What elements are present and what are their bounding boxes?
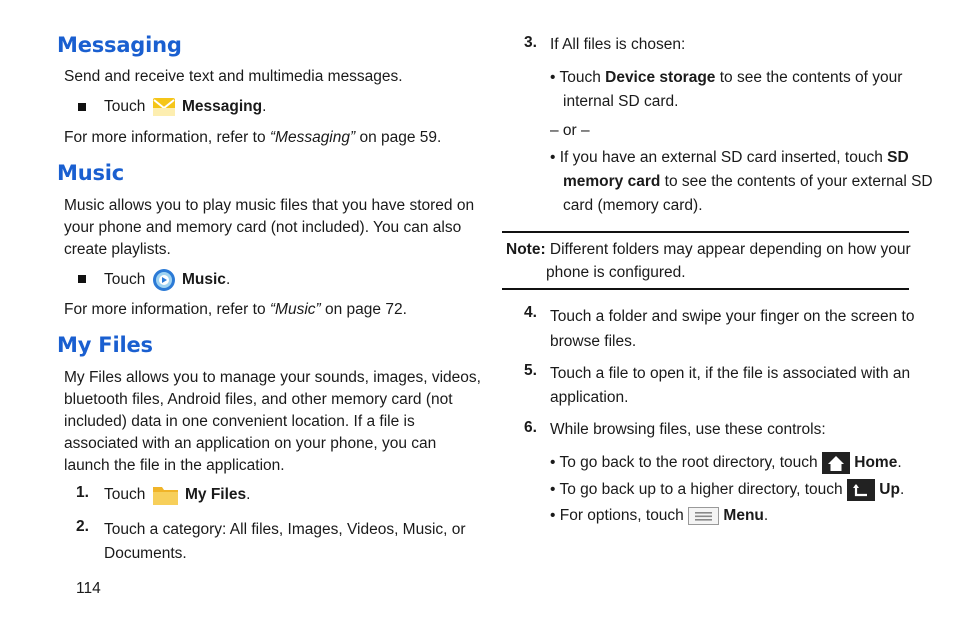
step-number: 6. <box>524 419 537 436</box>
messaging-heading: Messaging <box>57 33 182 57</box>
myfiles-app-label: My Files <box>185 486 247 504</box>
myfiles-description: My Files allows you to manage your sounds, images, videos, bluetooth files, Android files, and other memory card (not included) data in one convenient location. If a file is associated with an application on your phone, you can launch the file in the application. <box>64 369 481 474</box>
music-app-label: Music <box>182 271 226 289</box>
menu-icon <box>688 507 719 525</box>
home-icon <box>822 452 850 474</box>
step6-text: While browsing files, use these controls: <box>550 421 826 438</box>
music-icon <box>152 268 176 292</box>
note-label: Note: <box>506 241 546 258</box>
step5-text: Touch a file to open it, if the file is associated with an application. <box>550 365 911 406</box>
control-menu: • For options, touch Menu. <box>550 507 769 524</box>
control-home: • To go back to the root directory, touch Home. <box>550 451 902 475</box>
step-number: 1. <box>76 484 89 501</box>
bullet-square <box>78 103 86 111</box>
myfiles-step1: Touch My Files. <box>104 484 250 506</box>
step-number: 4. <box>524 304 537 321</box>
music-reference: For more information, refer to “Music” on page 72. <box>64 301 407 318</box>
touch-text: Touch <box>104 98 146 116</box>
music-description: Music allows you to play music files that you have stored on your phone and memory card (not included). You can also create playlists. <box>64 197 475 258</box>
step4-text: Touch a folder and swipe your finger on the screen to browse files. <box>550 308 915 350</box>
messaging-icon <box>152 96 176 118</box>
messaging-touch-line: Touch Messaging. <box>104 96 266 118</box>
control-up: • To go back up to a higher directory, touch Up. <box>550 478 904 502</box>
music-heading: Music <box>57 161 124 185</box>
messaging-app-label: Messaging <box>182 98 263 116</box>
music-touch-line: Touch Music. <box>104 268 230 292</box>
note-box: Note: Different folders may appear depending on how your phone is configured. <box>506 241 911 281</box>
myfiles-heading: My Files <box>57 333 153 357</box>
page-number: 114 <box>76 580 101 597</box>
messaging-reference: For more information, refer to “Messaging” on page 59. <box>64 129 442 146</box>
music-ref-link[interactable]: “Music” <box>269 301 321 318</box>
folder-icon <box>152 484 179 506</box>
bullet-device-storage: • Touch Device storage to see the contents of your internal SD card. <box>550 69 903 110</box>
bullet-square <box>78 275 86 283</box>
step-number: 3. <box>524 34 537 51</box>
messaging-ref-link[interactable]: “Messaging” <box>269 129 356 146</box>
or-separator: – or – <box>550 122 590 139</box>
up-arrow-icon <box>847 479 875 501</box>
messaging-description: Send and receive text and multimedia messages. <box>64 68 403 85</box>
step-number: 2. <box>76 518 89 535</box>
step3-text: If All files is chosen: <box>550 36 686 53</box>
note-top-rule <box>502 231 909 233</box>
step-number: 5. <box>524 362 537 379</box>
myfiles-step2: Touch a category: All files, Images, Videos, Music, or Documents. <box>104 521 466 562</box>
note-bottom-rule <box>502 288 909 290</box>
bullet-sd-card: • If you have an external SD card inserted, touch SD memory card to see the contents of your external SD card (memory card). <box>550 149 933 214</box>
